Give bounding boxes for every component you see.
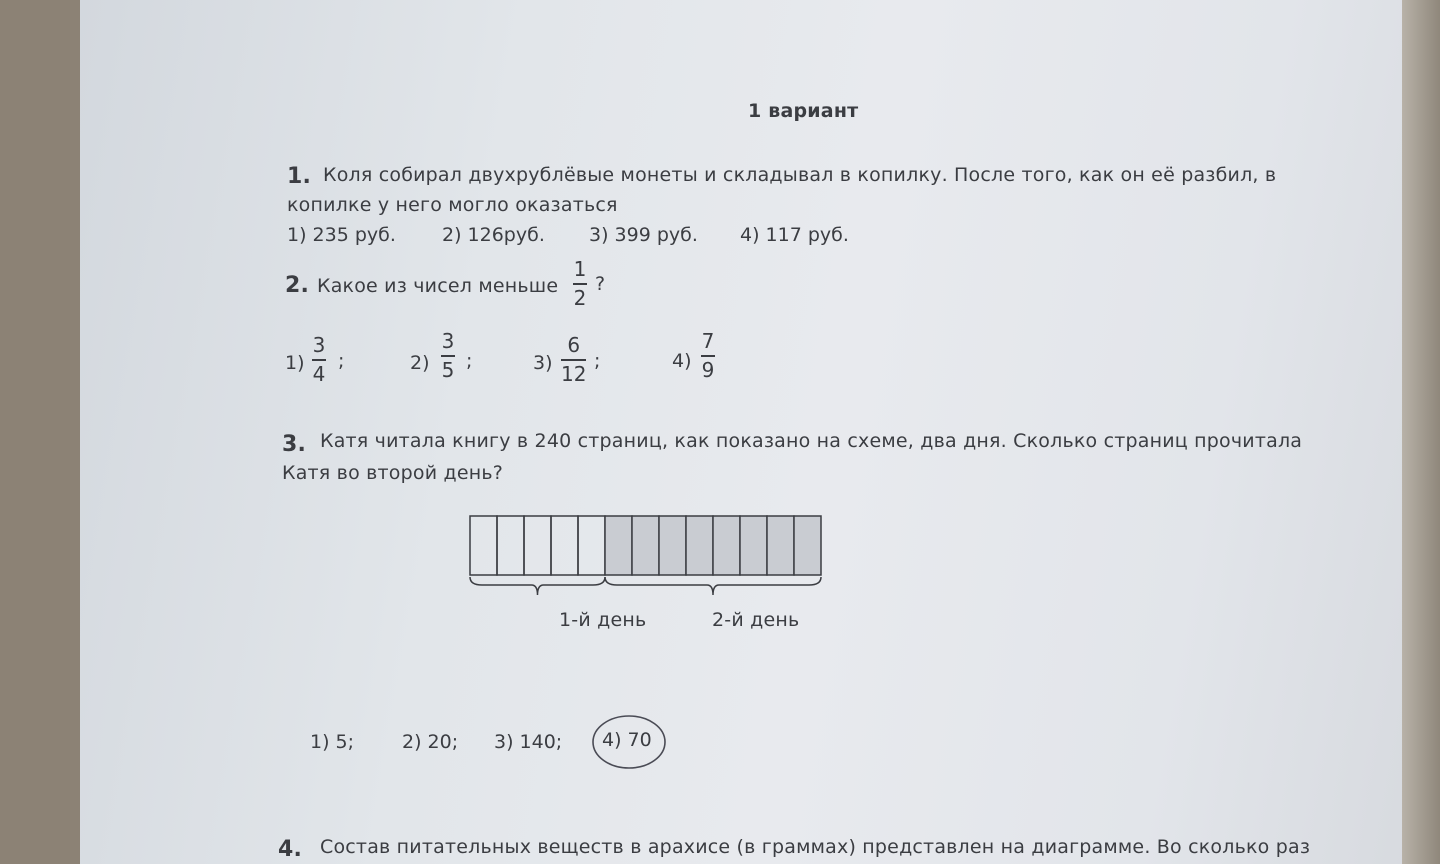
brace-day2: [605, 577, 821, 595]
variant-title: 1 вариант: [748, 100, 859, 122]
fraction-den: 5: [441, 357, 455, 382]
q2-number: 2.: [285, 273, 310, 298]
brace-day1: [470, 577, 605, 595]
scheme-cell-day2: [740, 516, 767, 575]
q4-text-line1: Состав питательных веществ в арахисе (в граммах) представлен на диаграмме. Во сколько раз: [320, 836, 1311, 858]
q3-number: 3.: [282, 432, 307, 457]
fraction-num: 3: [312, 333, 326, 357]
scheme-cell-day1: [578, 516, 605, 575]
q2-fraction-num: 1: [573, 257, 587, 281]
q1-text-line2: копилке у него могло оказаться: [287, 194, 618, 216]
q2-question-mark: ?: [595, 273, 606, 295]
fraction-num: 3: [441, 329, 455, 353]
scheme-cell-day1: [470, 516, 497, 575]
q4-number: 4.: [278, 837, 303, 862]
scheme-cell-day1: [551, 516, 578, 575]
scheme-cell-day2: [794, 516, 821, 575]
q1-number: 1.: [287, 164, 312, 189]
q2-option-3-label: 3): [533, 352, 553, 374]
q3-option-1: 1) 5;: [310, 731, 355, 753]
fraction-den: 9: [701, 357, 715, 382]
q2-option-2-sep: ;: [466, 350, 473, 372]
q3-option-3: 3) 140;: [494, 731, 563, 753]
scheme-cell-day2: [605, 516, 632, 575]
q3-text-line1: Катя читала книгу в 240 страниц, как показано на схеме, два дня. Сколько страниц прочитала: [320, 430, 1303, 452]
q3-option-2: 2) 20;: [402, 731, 459, 753]
fraction-den: 12: [561, 361, 587, 386]
q1-option-4: 4) 117 руб.: [740, 224, 849, 246]
scheme-cell-day1: [524, 516, 551, 575]
scheme-cell-day2: [686, 516, 713, 575]
scheme-cell-day2: [767, 516, 794, 575]
scheme-label-day2: 2-й день: [712, 609, 800, 631]
q2-option-1-label: 1): [285, 352, 305, 374]
fraction-num: 7: [701, 329, 715, 353]
scheme-cell-day2: [632, 516, 659, 575]
q2-option-3-sep: ;: [594, 350, 601, 372]
fraction-den: 4: [312, 361, 326, 386]
q2-fraction-den: 2: [573, 285, 587, 310]
q3-option-4: 4) 70: [602, 729, 652, 751]
scheme-label-day1: 1-й день: [559, 609, 647, 631]
q1-option-2: 2) 126руб.: [442, 224, 545, 246]
scheme-cell-day2: [659, 516, 686, 575]
q2-option-4-label: 4): [672, 350, 692, 372]
scheme-cell-day2: [713, 516, 740, 575]
fraction-num: 6: [567, 333, 581, 357]
q1-option-3: 3) 399 руб.: [589, 224, 698, 246]
scheme-cell-day1: [497, 516, 524, 575]
q3-text-line2: Катя во второй день?: [282, 462, 504, 484]
q2-option-2-label: 2): [410, 352, 430, 374]
q1-option-1: 1) 235 руб.: [287, 224, 396, 246]
q2-text: Какое из чисел меньше: [317, 275, 559, 297]
q1-text-line1: Коля собирал двухрублёвые монеты и складывал в копилку. После того, как он её разбил, в: [323, 164, 1277, 186]
q2-option-1-sep: ;: [338, 350, 345, 372]
